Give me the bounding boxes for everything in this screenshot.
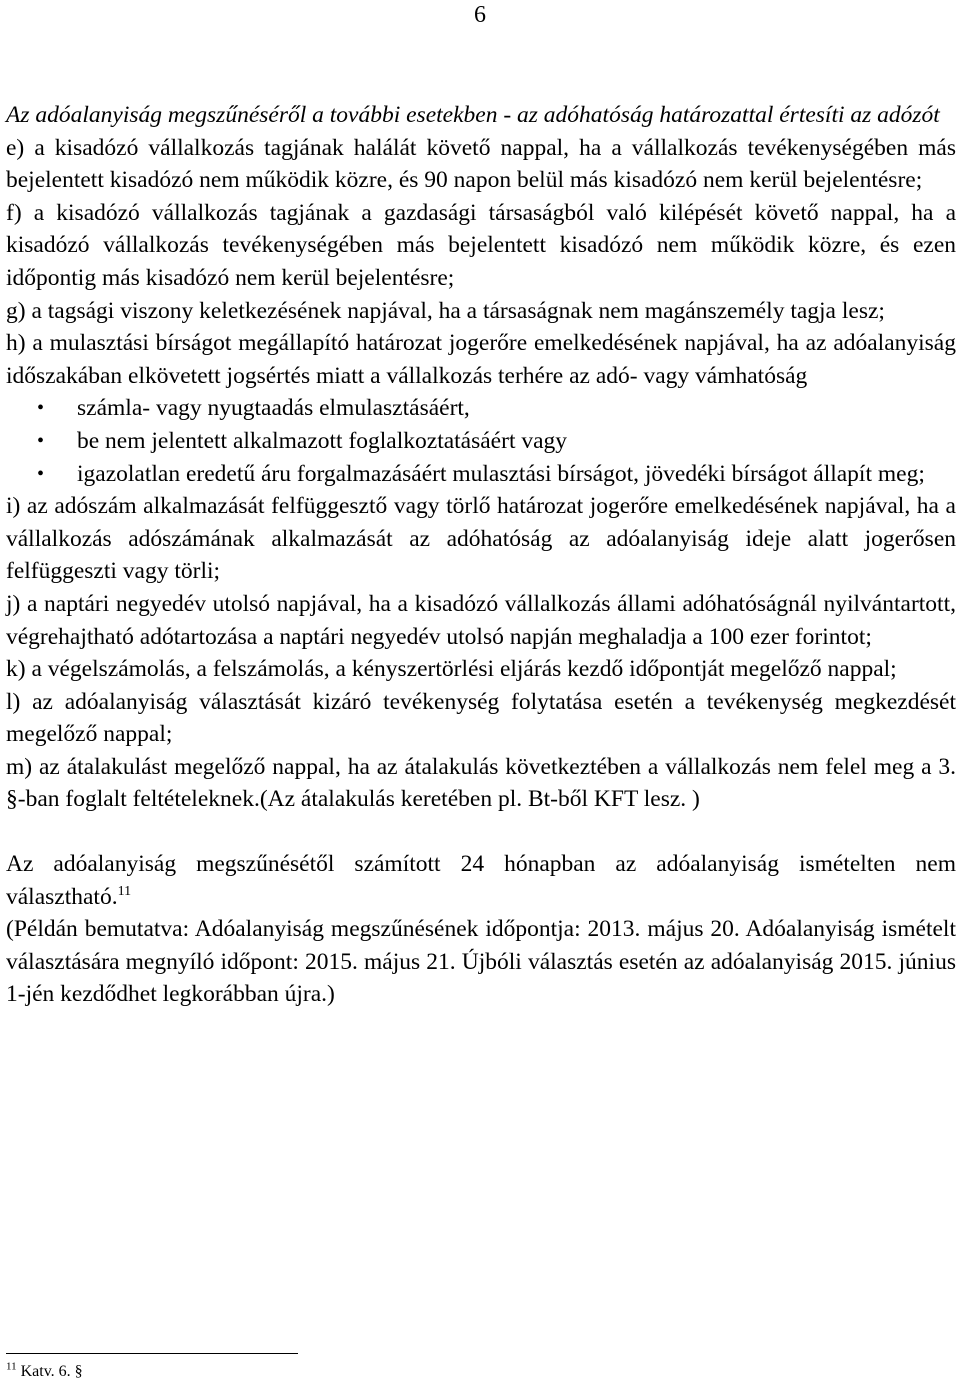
document-body <box>6 99 956 1011</box>
bullet-icon: • <box>37 397 45 420</box>
page-number: 6 <box>474 2 486 28</box>
item-i: i) az adószám alkalmazását felfüggesztő vagy törlő határozat jogerőre emelkedésének napjával, ha a vállalkozás adószámának alkalmazását az adóhatóság az adóalanyiság ideje alatt jogerősen felfüggeszti vagy törli; <box>6 493 956 585</box>
example-paragraph: (Példán bemutatva: Adóalanyiság megszűnésének időpontja: 2013. május 20. Adóalanyiság ismételt választására megnyíló időpont: 2015. május 21. Újbóli választás esetén az adóalanyiság 2015. június 1-jén kezdődhet legkorábban újra.) <box>6 916 956 1008</box>
list-item <box>6 425 956 458</box>
bullet-text: igazolatlan eredetű áru forgalmazásáért mulasztási bírságot, jövedéki bírságot állapít meg; <box>77 460 925 487</box>
footnote <box>6 1362 83 1382</box>
list-item <box>6 458 956 491</box>
footnote-divider <box>6 1353 298 1354</box>
bullet-icon: • <box>37 429 45 452</box>
item-e: e) a kisadózó vállalkozás tagjának halálát követő nappal, ha a vállalkozás tevékenységében más bejelentett kisadózó nem működik közre, és 90 napon belül más kisadózó nem kerül bejelentésre; <box>6 134 956 194</box>
item-h: h) a mulasztási bírságot megállapító határozat jogerőre emelkedésének napjával, ha az adóalanyiság időszakában elkövetett jogsértés miatt a vállalkozás terhére az adó- vagy vámhatóság <box>6 330 956 389</box>
item-m: m) az átalakulást megelőző nappal, ha az átalakulás következtében a vállalkozás nem felel meg a 3. §-ban foglalt feltételeknek.(Az átalakulás keretében pl. Bt-ből KFT lesz. ) <box>6 753 956 813</box>
item-g: g) a tagsági viszony keletkezésének napjával, ha a társaságnak nem magánszemély tagja lesz; <box>6 297 885 324</box>
paragraph-spacer <box>6 816 956 848</box>
list-item <box>6 392 956 425</box>
footnote-reference[interactable]: 11 <box>117 883 132 899</box>
item-h-bullet-list <box>6 392 956 490</box>
item-f: f) a kisadózó vállalkozás tagjának a gazdasági társaságból való kilépését követő nappal, ha a kisadózó vállalkozás tevékenységében más bejelentett kisadózó nem működik közre, és ezen időpontig más kisadózó nem kerül bejelentésre; <box>6 199 956 291</box>
footnote-text: Katv. 6. § <box>20 1363 83 1380</box>
footnote-number: 11 <box>6 1360 17 1373</box>
closing-text: Az adóalanyiság megszűnésétől számított 24 hónapban az adóalanyiság ismételten nem választható. <box>6 851 956 910</box>
bullet-text: be nem jelentett alkalmazott foglalkoztatásáért vagy <box>77 427 568 454</box>
bullet-text: számla- vagy nyugtaadás elmulasztásáért, <box>77 395 470 422</box>
bullet-icon: • <box>37 462 45 485</box>
item-k: k) a végelszámolás, a felszámolás, a kényszertörlési eljárás kezdő időpontját megelőző nappal; <box>6 656 897 683</box>
section-heading: Az adóalanyiság megszűnéséről a további esetekben - az adóhatóság határozattal értesíti az adózót <box>6 102 940 128</box>
item-l: l) az adóalanyiság választását kizáró tevékenység folytatása esetén a tevékenység megkezdését megelőző nappal; <box>6 688 956 748</box>
closing-paragraph <box>6 848 956 913</box>
item-j: j) a naptári negyedév utolsó napjával, ha a kisadózó vállalkozás állami adóhatóságnál nyilvántartott, végrehajtható adótartozása a naptári negyedév utolsó napján meghaladja a 100 ezer forintot; <box>6 590 956 650</box>
